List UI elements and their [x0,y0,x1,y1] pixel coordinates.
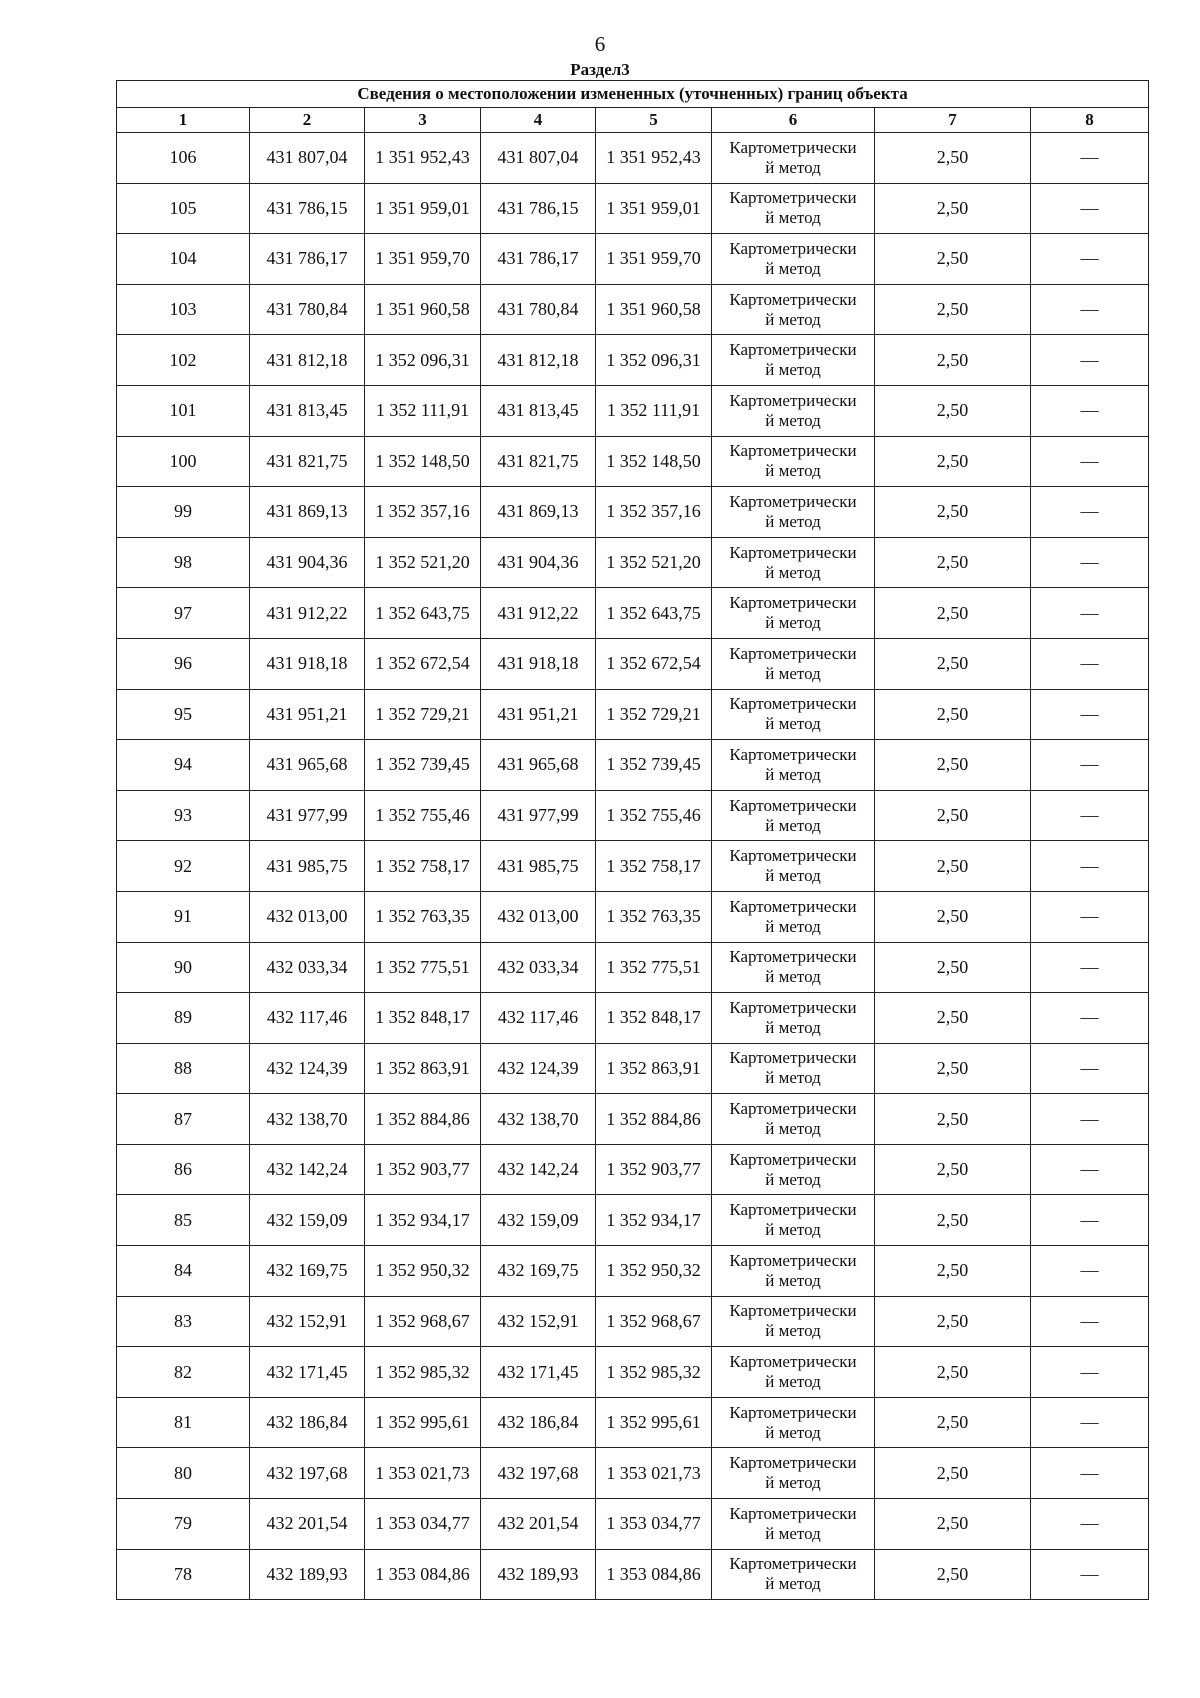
cell-y-coordinate-old: 1 353 084,86 [365,1549,481,1600]
table-row [117,891,1149,942]
cell-y-coordinate-old: 1 352 775,51 [365,942,481,993]
cell-point-number: 104 [117,234,250,285]
table-row [117,183,1149,234]
cell-x-coordinate-old: 431 821,75 [250,436,365,487]
cell-note: — [1031,1094,1149,1145]
cell-accuracy: 2,50 [875,385,1031,436]
cell-y-coordinate-old: 1 352 903,77 [365,1144,481,1195]
cell-point-number: 81 [117,1397,250,1448]
cell-accuracy: 2,50 [875,1296,1031,1347]
cell-accuracy: 2,50 [875,1499,1031,1550]
table-row [117,1195,1149,1246]
cell-point-number: 99 [117,487,250,538]
table-row [117,1144,1149,1195]
cell-accuracy: 2,50 [875,1246,1031,1297]
cell-y-coordinate-old: 1 353 021,73 [365,1448,481,1499]
cell-method: Картометрически й метод [712,436,875,487]
cell-y-coordinate-new: 1 352 968,67 [596,1296,712,1347]
table-row [117,1347,1149,1398]
cell-method: Картометрически й метод [712,1448,875,1499]
cell-x-coordinate-old: 432 033,34 [250,942,365,993]
cell-note: — [1031,1549,1149,1600]
table-row [117,234,1149,285]
cell-accuracy: 2,50 [875,436,1031,487]
cell-method: Картометрически й метод [712,1094,875,1145]
cell-point-number: 88 [117,1043,250,1094]
cell-note: — [1031,993,1149,1044]
cell-y-coordinate-new: 1 352 903,77 [596,1144,712,1195]
cell-x-coordinate-new: 431 912,22 [481,588,596,639]
cell-y-coordinate-old: 1 352 863,91 [365,1043,481,1094]
cell-method: Картометрически й метод [712,891,875,942]
cell-method: Картометрически й метод [712,1296,875,1347]
cell-y-coordinate-old: 1 351 959,70 [365,234,481,285]
cell-y-coordinate-old: 1 352 995,61 [365,1397,481,1448]
table-row [117,487,1149,538]
cell-x-coordinate-new: 432 171,45 [481,1347,596,1398]
cell-y-coordinate-new: 1 352 643,75 [596,588,712,639]
cell-method: Картометрически й метод [712,1144,875,1195]
table-body [117,133,1149,1600]
cell-method: Картометрически й метод [712,1549,875,1600]
cell-y-coordinate-new: 1 351 960,58 [596,284,712,335]
cell-accuracy: 2,50 [875,1347,1031,1398]
cell-accuracy: 2,50 [875,284,1031,335]
cell-point-number: 86 [117,1144,250,1195]
cell-note: — [1031,891,1149,942]
cell-x-coordinate-new: 432 189,93 [481,1549,596,1600]
cell-accuracy: 2,50 [875,993,1031,1044]
cell-note: — [1031,841,1149,892]
cell-note: — [1031,385,1149,436]
cell-x-coordinate-new: 432 142,24 [481,1144,596,1195]
table-row [117,1246,1149,1297]
cell-note: — [1031,1347,1149,1398]
cell-y-coordinate-old: 1 351 952,43 [365,133,481,184]
cell-x-coordinate-new: 431 904,36 [481,537,596,588]
cell-point-number: 98 [117,537,250,588]
cell-accuracy: 2,50 [875,234,1031,285]
cell-y-coordinate-old: 1 353 034,77 [365,1499,481,1550]
cell-point-number: 84 [117,1246,250,1297]
cell-accuracy: 2,50 [875,740,1031,791]
cell-x-coordinate-old: 431 786,15 [250,183,365,234]
cell-y-coordinate-old: 1 352 148,50 [365,436,481,487]
cell-x-coordinate-old: 431 813,45 [250,385,365,436]
cell-x-coordinate-new: 432 138,70 [481,1094,596,1145]
cell-y-coordinate-old: 1 352 672,54 [365,638,481,689]
cell-y-coordinate-old: 1 352 763,35 [365,891,481,942]
cell-y-coordinate-new: 1 353 021,73 [596,1448,712,1499]
cell-note: — [1031,1043,1149,1094]
section-title: Раздел3 [570,60,630,79]
cell-note: — [1031,942,1149,993]
cell-y-coordinate-new: 1 352 995,61 [596,1397,712,1448]
cell-x-coordinate-new: 432 152,91 [481,1296,596,1347]
table-row [117,790,1149,841]
cell-accuracy: 2,50 [875,1397,1031,1448]
cell-point-number: 78 [117,1549,250,1600]
column-header-5: 5 [596,108,712,133]
cell-accuracy: 2,50 [875,891,1031,942]
cell-y-coordinate-new: 1 353 034,77 [596,1499,712,1550]
cell-method: Картометрически й метод [712,1347,875,1398]
cell-point-number: 95 [117,689,250,740]
cell-y-coordinate-new: 1 352 096,31 [596,335,712,386]
cell-x-coordinate-old: 431 918,18 [250,638,365,689]
cell-x-coordinate-new: 432 013,00 [481,891,596,942]
cell-y-coordinate-new: 1 352 672,54 [596,638,712,689]
cell-x-coordinate-old: 431 951,21 [250,689,365,740]
cell-note: — [1031,133,1149,184]
cell-y-coordinate-new: 1 352 111,91 [596,385,712,436]
cell-x-coordinate-new: 432 186,84 [481,1397,596,1448]
cell-point-number: 92 [117,841,250,892]
column-header-3: 3 [365,108,481,133]
cell-x-coordinate-new: 431 813,45 [481,385,596,436]
cell-y-coordinate-old: 1 351 960,58 [365,284,481,335]
cell-y-coordinate-new: 1 352 950,32 [596,1246,712,1297]
cell-y-coordinate-old: 1 352 739,45 [365,740,481,791]
cell-method: Картометрически й метод [712,234,875,285]
cell-method: Картометрически й метод [712,740,875,791]
cell-method: Картометрически й метод [712,284,875,335]
cell-y-coordinate-new: 1 352 148,50 [596,436,712,487]
cell-note: — [1031,740,1149,791]
cell-x-coordinate-old: 431 912,22 [250,588,365,639]
cell-method: Картометрически й метод [712,638,875,689]
cell-x-coordinate-old: 432 186,84 [250,1397,365,1448]
cell-x-coordinate-old: 432 169,75 [250,1246,365,1297]
cell-x-coordinate-new: 431 780,84 [481,284,596,335]
column-header-1: 1 [117,108,250,133]
cell-x-coordinate-new: 431 821,75 [481,436,596,487]
cell-point-number: 97 [117,588,250,639]
cell-x-coordinate-new: 431 951,21 [481,689,596,740]
cell-x-coordinate-old: 432 189,93 [250,1549,365,1600]
cell-x-coordinate-old: 431 965,68 [250,740,365,791]
cell-x-coordinate-old: 431 869,13 [250,487,365,538]
table-row [117,1094,1149,1145]
cell-point-number: 79 [117,1499,250,1550]
cell-y-coordinate-old: 1 352 985,32 [365,1347,481,1398]
boundary-table [116,80,1149,1600]
cell-method: Картометрически й метод [712,689,875,740]
cell-method: Картометрически й метод [712,487,875,538]
table-row [117,638,1149,689]
cell-x-coordinate-new: 432 124,39 [481,1043,596,1094]
cell-y-coordinate-old: 1 352 848,17 [365,993,481,1044]
column-header-2: 2 [250,108,365,133]
cell-x-coordinate-new: 431 977,99 [481,790,596,841]
table-row [117,1549,1149,1600]
cell-x-coordinate-old: 431 812,18 [250,335,365,386]
cell-point-number: 83 [117,1296,250,1347]
table-row [117,689,1149,740]
cell-point-number: 101 [117,385,250,436]
cell-x-coordinate-new: 432 169,75 [481,1246,596,1297]
cell-x-coordinate-old: 431 977,99 [250,790,365,841]
cell-accuracy: 2,50 [875,537,1031,588]
cell-accuracy: 2,50 [875,638,1031,689]
cell-method: Картометрически й метод [712,385,875,436]
cell-x-coordinate-new: 432 159,09 [481,1195,596,1246]
cell-point-number: 105 [117,183,250,234]
cell-y-coordinate-new: 1 352 934,17 [596,1195,712,1246]
cell-y-coordinate-new: 1 351 959,70 [596,234,712,285]
cell-x-coordinate-old: 432 138,70 [250,1094,365,1145]
table-row [117,385,1149,436]
cell-y-coordinate-old: 1 352 729,21 [365,689,481,740]
cell-point-number: 85 [117,1195,250,1246]
cell-y-coordinate-old: 1 352 758,17 [365,841,481,892]
cell-point-number: 94 [117,740,250,791]
cell-method: Картометрически й метод [712,942,875,993]
cell-x-coordinate-old: 432 142,24 [250,1144,365,1195]
cell-point-number: 100 [117,436,250,487]
table-row [117,1448,1149,1499]
cell-note: — [1031,638,1149,689]
cell-x-coordinate-new: 431 786,15 [481,183,596,234]
table-row [117,537,1149,588]
cell-x-coordinate-new: 431 965,68 [481,740,596,791]
cell-x-coordinate-new: 431 918,18 [481,638,596,689]
cell-accuracy: 2,50 [875,1549,1031,1600]
cell-point-number: 82 [117,1347,250,1398]
cell-x-coordinate-new: 432 201,54 [481,1499,596,1550]
cell-y-coordinate-old: 1 352 884,86 [365,1094,481,1145]
table-row [117,284,1149,335]
cell-method: Картометрически й метод [712,133,875,184]
cell-y-coordinate-old: 1 352 521,20 [365,537,481,588]
cell-method: Картометрически й метод [712,1397,875,1448]
cell-y-coordinate-old: 1 352 643,75 [365,588,481,639]
cell-x-coordinate-new: 431 807,04 [481,133,596,184]
table-row [117,335,1149,386]
table-row [117,740,1149,791]
cell-accuracy: 2,50 [875,588,1031,639]
cell-x-coordinate-new: 432 197,68 [481,1448,596,1499]
cell-point-number: 93 [117,790,250,841]
cell-y-coordinate-new: 1 352 755,46 [596,790,712,841]
cell-x-coordinate-old: 432 013,00 [250,891,365,942]
table-row [117,1296,1149,1347]
cell-accuracy: 2,50 [875,841,1031,892]
cell-note: — [1031,487,1149,538]
cell-x-coordinate-old: 432 201,54 [250,1499,365,1550]
cell-y-coordinate-old: 1 352 934,17 [365,1195,481,1246]
cell-point-number: 91 [117,891,250,942]
cell-accuracy: 2,50 [875,790,1031,841]
cell-note: — [1031,335,1149,386]
cell-note: — [1031,1195,1149,1246]
cell-y-coordinate-new: 1 352 739,45 [596,740,712,791]
table-row [117,841,1149,892]
cell-note: — [1031,1144,1149,1195]
cell-y-coordinate-new: 1 352 863,91 [596,1043,712,1094]
cell-note: — [1031,1296,1149,1347]
cell-y-coordinate-old: 1 352 950,32 [365,1246,481,1297]
cell-y-coordinate-new: 1 352 357,16 [596,487,712,538]
cell-y-coordinate-new: 1 351 959,01 [596,183,712,234]
cell-method: Картометрически й метод [712,1246,875,1297]
cell-method: Картометрически й метод [712,1195,875,1246]
cell-note: — [1031,436,1149,487]
cell-method: Картометрически й метод [712,1043,875,1094]
cell-y-coordinate-old: 1 352 111,91 [365,385,481,436]
column-header-4: 4 [481,108,596,133]
cell-method: Картометрически й метод [712,790,875,841]
cell-note: — [1031,1397,1149,1448]
cell-x-coordinate-old: 432 124,39 [250,1043,365,1094]
cell-y-coordinate-old: 1 351 959,01 [365,183,481,234]
cell-note: — [1031,1448,1149,1499]
table-row [117,588,1149,639]
cell-y-coordinate-old: 1 352 755,46 [365,790,481,841]
cell-note: — [1031,790,1149,841]
cell-method: Картометрически й метод [712,588,875,639]
cell-y-coordinate-old: 1 352 357,16 [365,487,481,538]
cell-y-coordinate-new: 1 352 758,17 [596,841,712,892]
cell-point-number: 103 [117,284,250,335]
column-header-7: 7 [875,108,1031,133]
table-row [117,1397,1149,1448]
cell-x-coordinate-old: 431 904,36 [250,537,365,588]
cell-x-coordinate-old: 431 786,17 [250,234,365,285]
cell-x-coordinate-old: 432 197,68 [250,1448,365,1499]
cell-point-number: 102 [117,335,250,386]
cell-method: Картометрически й метод [712,841,875,892]
cell-note: — [1031,689,1149,740]
cell-accuracy: 2,50 [875,133,1031,184]
cell-x-coordinate-new: 431 812,18 [481,335,596,386]
cell-y-coordinate-new: 1 352 848,17 [596,993,712,1044]
table-row [117,1043,1149,1094]
cell-y-coordinate-old: 1 352 968,67 [365,1296,481,1347]
cell-x-coordinate-old: 432 171,45 [250,1347,365,1398]
cell-y-coordinate-new: 1 352 763,35 [596,891,712,942]
cell-y-coordinate-new: 1 352 775,51 [596,942,712,993]
cell-note: — [1031,1246,1149,1297]
cell-x-coordinate-old: 432 152,91 [250,1296,365,1347]
cell-accuracy: 2,50 [875,689,1031,740]
cell-y-coordinate-new: 1 351 952,43 [596,133,712,184]
column-header-6: 6 [712,108,875,133]
cell-x-coordinate-new: 432 033,34 [481,942,596,993]
cell-point-number: 90 [117,942,250,993]
cell-accuracy: 2,50 [875,183,1031,234]
cell-x-coordinate-old: 431 780,84 [250,284,365,335]
cell-accuracy: 2,50 [875,1043,1031,1094]
cell-y-coordinate-new: 1 352 985,32 [596,1347,712,1398]
cell-note: — [1031,284,1149,335]
cell-point-number: 89 [117,993,250,1044]
column-number-row [117,108,1149,133]
cell-accuracy: 2,50 [875,1094,1031,1145]
table-row [117,436,1149,487]
cell-x-coordinate-new: 432 117,46 [481,993,596,1044]
table-row [117,993,1149,1044]
cell-accuracy: 2,50 [875,1144,1031,1195]
column-header-8: 8 [1031,108,1149,133]
cell-note: — [1031,1499,1149,1550]
cell-note: — [1031,537,1149,588]
cell-y-coordinate-new: 1 353 084,86 [596,1549,712,1600]
cell-accuracy: 2,50 [875,1448,1031,1499]
cell-point-number: 87 [117,1094,250,1145]
cell-method: Картометрически й метод [712,993,875,1044]
table-row [117,133,1149,184]
table-row [117,942,1149,993]
cell-x-coordinate-new: 431 786,17 [481,234,596,285]
cell-method: Картометрически й метод [712,1499,875,1550]
cell-y-coordinate-old: 1 352 096,31 [365,335,481,386]
cell-y-coordinate-new: 1 352 729,21 [596,689,712,740]
cell-x-coordinate-new: 431 869,13 [481,487,596,538]
cell-method: Картометрически й метод [712,537,875,588]
cell-note: — [1031,588,1149,639]
cell-accuracy: 2,50 [875,1195,1031,1246]
cell-accuracy: 2,50 [875,942,1031,993]
cell-note: — [1031,183,1149,234]
cell-method: Картометрически й метод [712,335,875,386]
cell-point-number: 96 [117,638,250,689]
cell-point-number: 80 [117,1448,250,1499]
cell-x-coordinate-new: 431 985,75 [481,841,596,892]
cell-point-number: 106 [117,133,250,184]
cell-y-coordinate-new: 1 352 521,20 [596,537,712,588]
cell-accuracy: 2,50 [875,487,1031,538]
cell-x-coordinate-old: 432 159,09 [250,1195,365,1246]
cell-x-coordinate-old: 431 807,04 [250,133,365,184]
table-caption: Сведения о местоположении измененных (уточненных) границ объекта [117,81,1149,108]
cell-accuracy: 2,50 [875,335,1031,386]
cell-method: Картометрически й метод [712,183,875,234]
cell-x-coordinate-old: 431 985,75 [250,841,365,892]
cell-note: — [1031,234,1149,285]
cell-x-coordinate-old: 432 117,46 [250,993,365,1044]
cell-y-coordinate-new: 1 352 884,86 [596,1094,712,1145]
table-row [117,1499,1149,1550]
page-number: 6 [594,32,606,56]
